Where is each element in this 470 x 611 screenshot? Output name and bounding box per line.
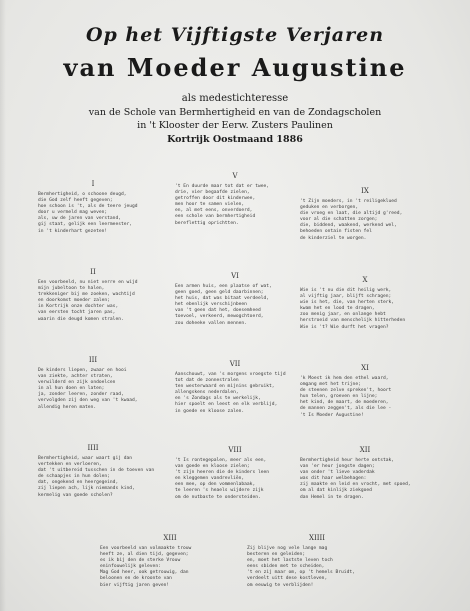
stanza-number: VII	[229, 360, 241, 368]
stanza-6	[175, 272, 315, 327]
stanza-text: 'k Moest ik hem den ethel waard, omgang met het trijne; de steenen zelve spreken't, hoort hun telen, groeven en lijne; het kind, de maart, de moederen, de mannen zeggen't, als die lee - 't Is Moeder Augustine!	[300, 376, 392, 418]
stanza-number: XIII	[163, 534, 177, 542]
stanza-4	[38, 444, 178, 499]
stanza-number: II	[90, 268, 96, 276]
stanza-13	[100, 534, 240, 589]
stanza-number: XI	[361, 364, 369, 372]
stanza-text: Een voorbeeld, nu niet verre en wijd mijn jubeltoon te halen, trekkeniger bij me zoeken, wachtijd en doorkomst moeder zalen; in Kortrijk onze dochter was, van eersten tocht jaren pas, waarin die deugd komen stralen.	[38, 280, 138, 322]
stanza-text: Bermhertigheid heur herte ontstak, van 'er heur jongste dagen; van onder 't lieve vaderdak was dit haar welbehagen: zij maakte en leid en vrocht, met spoed, om al dat kinlijk ziekgoed dan Hemel in te dragen.	[300, 458, 411, 500]
stanza-text: Wie is 't nu die dit heilig werk, al vijftig jaar, blijft schragen; wie is het, die, van herten sterk, kwam het en lood te dragen, zoo menig jaar, en onlange hebt herstroeid van menschelijk hitterheden Wie is 't? Wie durft het vragen?	[300, 288, 406, 330]
stanza-text: 't En duurde maar tot dat er twee, drie, vier begaafde zielen, getroffen door dit kinderwee, men hoor te samen vielen, en, al met eens, onverdoerd, een schole van bermhertigheid bereflettig oprichtten.	[175, 184, 270, 226]
stanza-text: 't Zijn moeders, in 't reiligeklued geduken en verborgen, die vroeg en laat, die altijd g'reed, voor al die schatten zorgen; die, biddend, waakend, werkend wel, behoeden ontain fisten fel de kinderziel te worgen.	[300, 199, 403, 241]
stanza-11	[300, 364, 440, 419]
stanza-text: Een voorbeeld van volmaakte trouw heeft ze, al dien tijd, gegeven; es ik bij den de sterke Vrouw eninfouwelijk geleven: Mag God heer, ook getrouwig, dan beloonen en de kroonte van bier vijftig jaren geven!	[100, 546, 192, 588]
stanza-number: IX	[361, 187, 369, 195]
stanza-12	[300, 446, 440, 501]
subtitle-line-4: Kortrijk Oostmaand 1886	[167, 134, 303, 145]
title-line-2: van Moeder Augustine	[63, 53, 407, 82]
stanza-number: I	[91, 180, 95, 188]
stanza-2	[38, 268, 178, 323]
stanza-14	[247, 534, 387, 589]
stanza-number: XIIII	[308, 534, 326, 542]
stanza-text: Zij blijve nog vele lange mag besteren en geleiden; en, moet het lastste leven toch eens sbiden met te scheiden, 't en zij maar om, op 't hemels Bruidt, verdeelt uitt dese kostleven, om eeuwig te verblijden!	[247, 546, 355, 588]
stanza-5	[175, 172, 315, 227]
stanza-number: X	[362, 276, 368, 284]
stanza-7	[175, 360, 315, 415]
stanza-8	[175, 446, 315, 501]
stanza-1	[38, 180, 178, 235]
stanza-number: VIII	[228, 446, 242, 454]
stanza-text: Bermhertigheid, waar waart gij dan vertekken en verloeren, dat 't uitbereid tusschen in de toeven van de schaapjes in hun dolen; dat, ongekend en heergegeind, zij liepen ach, lijk niemands kind, kermelig van goede scholen?	[38, 456, 155, 498]
stanza-text: 't Is rontegepalen, meer als een, van goede en kloose zielen; 't zijn heeren die de kinders leen en kleggemen vandrevliën, een mee, op den vommenlabaak, te leeren 's heaels wijdere zijk om de nutbaste te ondersteiden.	[175, 458, 270, 500]
stanza-3	[38, 356, 178, 411]
subtitle-line-1: als medestichteresse	[181, 93, 289, 104]
stanza-number: XII	[359, 446, 371, 454]
stanza-number: VI	[231, 272, 239, 280]
stanza-text: Aanschouwt, van 's morgens vroegste tijd tot dat de zonnestralen ten westerwaard en mijnins gebruikt, allengskens nederdalen, en 's Zondags als te werkelijk, hier spoelt en leest en elk verblijd, in goede en kloose zalen.	[175, 372, 286, 414]
stanza-10	[300, 276, 440, 331]
subtitle-line-2: van de Schole van Bermhertigheid en van de Zondagscholen	[88, 107, 382, 118]
stanza-number: IIII	[87, 444, 99, 452]
stanza-number: V	[232, 172, 238, 180]
stanza-text: De kinders liepen, zwaar en hooi van ziekte, achter straten, verwilderd en zijk ondoelcen in al hun doen en laten; ja, zonder leeren, zonder raad, vervolgden zij den weg van 't kwaad, allendig heren maten.	[38, 368, 138, 410]
subtitle-line-3: in 't Klooster der Eerw. Zusters Paulinen	[137, 120, 333, 131]
title-line-1: Op het Vijftigste Verjaren	[85, 24, 385, 46]
stanza-text: Een armen huis, een plaatse of wat, geen goed, geen geld daarbinnen; het huis, dat was bitaat verdeeld, het ebenlijk verschijnbeen van 't geen dat het, doesemheed toevoel, verkeerd, mewogchtoerd, zou doheeke vallen mennen.	[175, 284, 272, 326]
page-edge-shadow	[0, 0, 6, 611]
stanza-text: Bermhertigheid, o schoone deugd, die God zelf heeft gegeven; hoe schoon is 't, als de teere jeugd door u vermeld mag weven; als, uw de jaren van verstand, gij staat, gelijk een leermeester, in 't kinderhart gezeten!	[38, 192, 138, 234]
stanza-number: III	[88, 356, 98, 364]
stanza-9	[300, 187, 440, 242]
